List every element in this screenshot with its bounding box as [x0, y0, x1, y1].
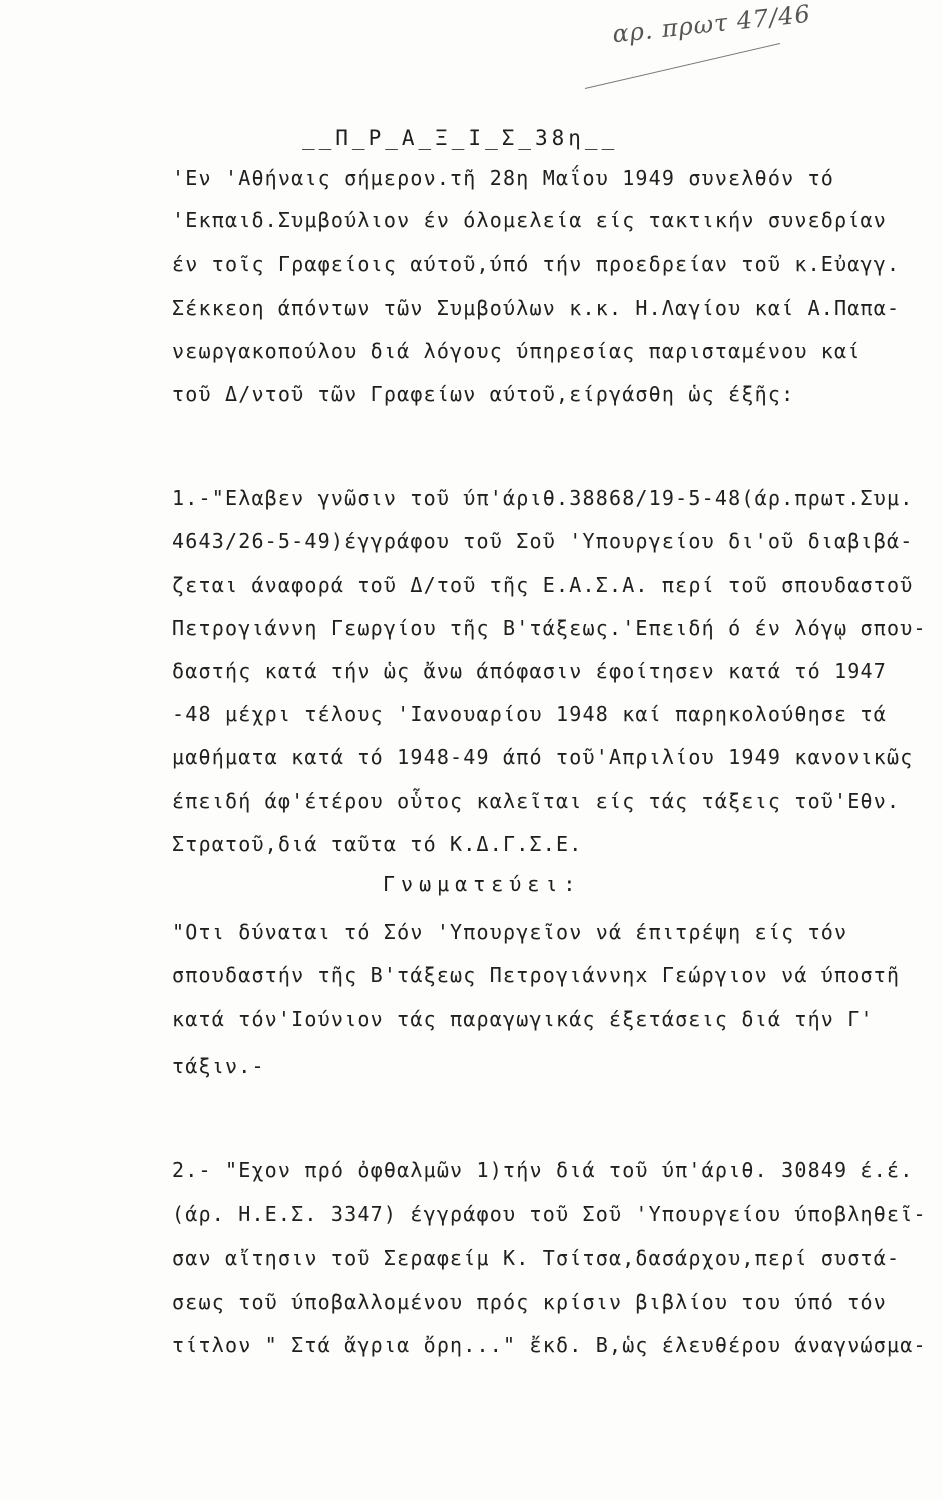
intro-line: Σέκκεοη άπόντων τῶν Συμβούλων κ.κ. Η.Λαγίου καί Α.Παπα- [172, 296, 901, 320]
intro-line: 'Εν 'Αθήναις σήμερον.τῆ 28η Μαΐου 1949 συνελθόν τό [172, 166, 835, 190]
item2-line: 2.- "Εχον πρό ὀφθαλμῶν 1)τήν διά τοῦ ύπ'άριθ. 30849 έ.έ. [172, 1158, 914, 1182]
item2-line: τίτλον " Στά ἄγρια ὄρη..." ἔκδ. Β,ὡς έλευθέρου άναγνώσμα- [172, 1333, 927, 1357]
intro-line: 'Εκπαιδ.Συμβούλιον έν όλομελεία είς τακτικήν συνεδρίαν [172, 208, 888, 232]
item1-line: 4643/26-5-49)έγγράφου τοῦ Σοῦ 'Υπουργείου δι'οῦ διαβιβά- [172, 529, 914, 553]
handwritten-stroke [585, 43, 780, 89]
intro-line: τοῦ Δ/ντοῦ τῶν Γραφείων αύτοῦ,είργάσθη ὡς έξῆς: [172, 382, 795, 406]
item2-line: σεως τοῦ ύποβαλλομένου πρός κρίσιν βιβλίου του ύπό τόν [172, 1290, 888, 1314]
item1-line: δαστής κατά τήν ὡς ἄνω άπόφασιν έφοίτησεν κατά τό 1947 [172, 659, 888, 683]
decision-line: κατά τόν'Ιούνιον τάς παραγωγικάς έξετάσεις διά τήν Γ' [172, 1007, 874, 1031]
item1-line: έπειδή άφ'έτέρου οὗτος καλεῖται είς τάς τάξεις τοῦ'Εθν. [172, 789, 901, 813]
item1-line: Πετρογιάννη Γεωργίου τῆς Β'τάξεως.'Επειδή ό έν λόγῳ σπου- [172, 616, 927, 640]
item1-line: 1.-"Ελαβεν γνῶσιν τοῦ ύπ'άριθ.38868/19-5-48(άρ.πρωτ.Συμ. [172, 486, 914, 510]
minutes-heading: __Π_Ρ_Α_Ξ_Ι_Σ_38η__ [302, 126, 619, 150]
handwritten-protocol-note: αρ. πρωτ 47/46 [611, 0, 813, 49]
item1-line: μαθήματα κατά τό 1948-49 άπό τοῦ'Απριλίου 1949 κανονικῶς [172, 745, 914, 769]
item2-line: (άρ. Η.Ε.Σ. 3347) έγγράφου τοῦ Σοῦ 'Υπουργείου ύποβληθεῖ- [172, 1202, 927, 1226]
intro-line: έν τοῖς Γραφείοις αύτοῦ,ύπό τήν προεδρείαν τοῦ κ.Εὐαγγ. [172, 252, 901, 276]
gnomateuei-heading: Γνωματεύει: [383, 872, 582, 896]
item1-line: -48 μέχρι τέλους 'Ιανουαρίου 1948 καί παρηκολούθησε τά [172, 702, 888, 726]
decision-line: σπουδαστήν τῆς Β'τάξεως Πετρογιάννηx Γεώργιον νά ύποστῆ [172, 963, 901, 987]
item2-line: σαν αἴτησιν τοῦ Σεραφείμ Κ. Τσίτσα,δασάρχου,περί συστά- [172, 1246, 901, 1270]
decision-line: τάξιν.- [172, 1054, 265, 1078]
intro-line: νεωργακοπούλου διά λόγους ύπηρεσίας παρισταμένου καί [172, 339, 861, 363]
decision-line: "Οτι δύναται τό Σόν 'Υπουργεῖον νά έπιτρέψη είς τόν [172, 920, 848, 944]
item1-line: Στρατοῦ,διά ταῦτα τό Κ.Δ.Γ.Σ.Ε. [172, 832, 583, 856]
item1-line: ζεται άναφορά τοῦ Δ/τοῦ τῆς Ε.Α.Σ.Α. περί τοῦ σπουδαστοῦ [172, 573, 914, 597]
